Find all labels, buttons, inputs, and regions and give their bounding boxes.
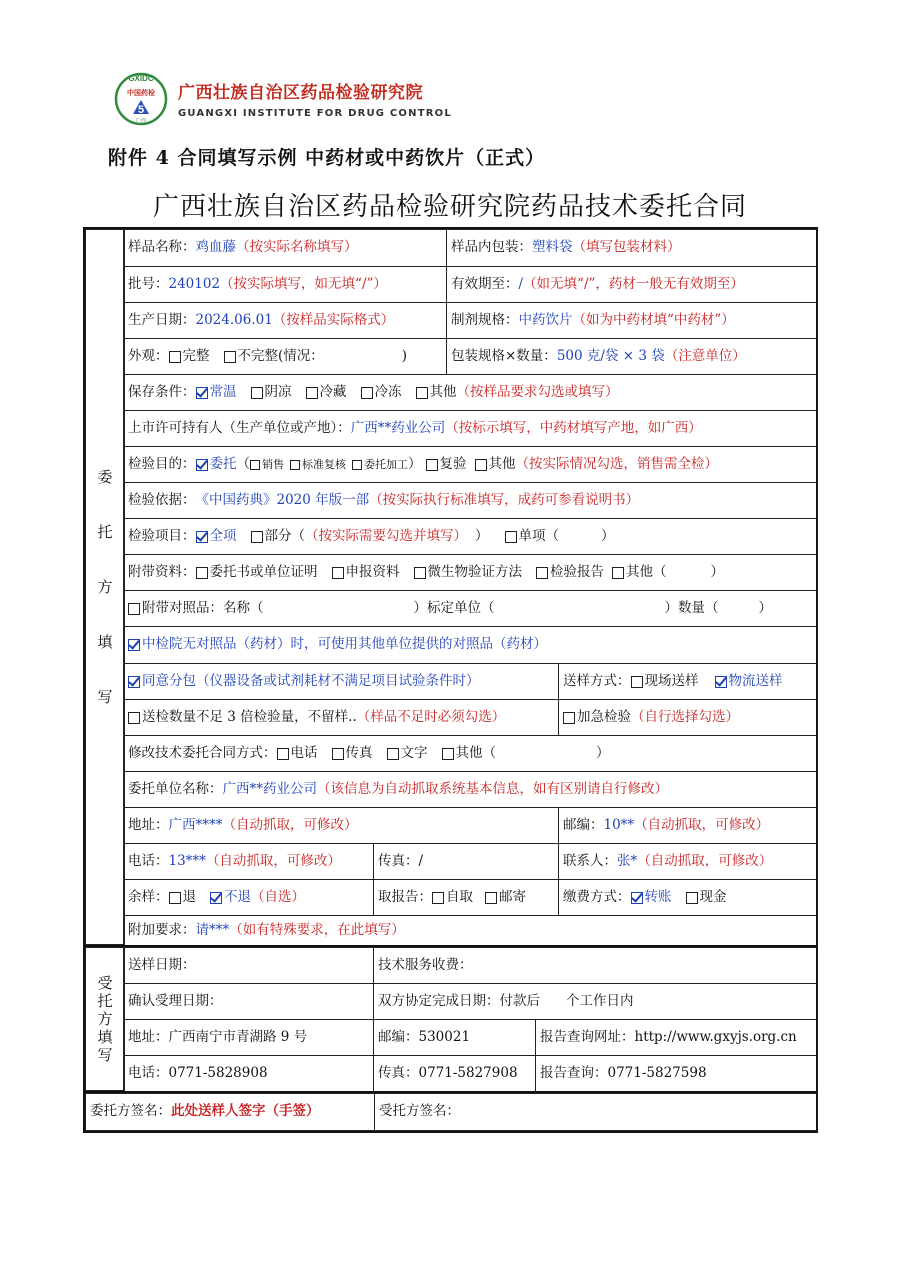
address-note: （自动抓取，可修改） xyxy=(222,816,358,833)
subcontract-checkbox[interactable] xyxy=(128,676,140,688)
receiver-postcode-field xyxy=(373,1019,536,1056)
extra-requirements-field[interactable] xyxy=(123,915,818,946)
insufficient-note: （样品不足时必须勾选） xyxy=(356,708,506,725)
client-side-text xyxy=(97,467,113,706)
receiver-phone: 电话：0771-5828908 xyxy=(128,1064,268,1081)
complete-days-label: 个工作日内 xyxy=(566,992,634,1009)
pack-qty-label: 包装规格×数量： xyxy=(451,347,557,364)
pack-qty-value: 500 克/袋 × 3 袋 xyxy=(556,347,665,364)
purpose-recheck-label: 复验 xyxy=(439,455,467,472)
attach-letter-label: 委托书或单位证明 xyxy=(209,563,318,580)
logo-mid-text: 中国药检 xyxy=(127,89,155,97)
side-label-char: 托 xyxy=(97,522,113,541)
modify-close: ） xyxy=(596,744,610,761)
attach-other-label: 其他（ xyxy=(626,563,667,580)
fax-label: 传真：/ xyxy=(378,852,424,869)
remain-noreturn-checkbox[interactable] xyxy=(210,892,222,904)
report-query-site-field xyxy=(535,1019,818,1056)
expiry-field[interactable] xyxy=(446,266,818,303)
items-label: 检验项目： xyxy=(128,527,196,544)
modify-method-field xyxy=(123,735,818,772)
basis-label: 检验依据： xyxy=(128,491,196,508)
pay-label: 缴费方式： xyxy=(563,888,631,905)
contact-value: 张* xyxy=(617,852,638,869)
institute-name xyxy=(178,78,452,119)
receiver-fax-field xyxy=(373,1055,536,1092)
side-label-char: 委 xyxy=(97,467,113,486)
basis-note: （按实际执行标准填写，成药可参看说明书） xyxy=(369,491,640,508)
pay-transfer-checkbox[interactable] xyxy=(631,892,643,904)
phone-label: 电话： xyxy=(128,852,169,869)
appearance-complete-checkbox[interactable] xyxy=(169,351,181,363)
modify-fax-label: 传真 xyxy=(345,744,373,761)
purpose-oem-checkbox[interactable] xyxy=(352,460,362,470)
items-single-label: 单项（ xyxy=(518,527,559,544)
urgent-note: （自行选择勾选） xyxy=(631,708,739,725)
expiry-label: 有效期至： xyxy=(451,275,519,292)
payment-field xyxy=(558,879,818,916)
urgent-checkbox[interactable] xyxy=(563,712,575,724)
side-label-char: 受 xyxy=(97,973,113,992)
receiver-address-field xyxy=(123,1019,374,1056)
no-reference-checkbox[interactable] xyxy=(128,639,140,651)
modify-fax-checkbox[interactable] xyxy=(332,748,344,760)
phone-field[interactable] xyxy=(123,843,374,880)
pack-qty-field[interactable] xyxy=(446,338,818,375)
spec-note: （如为中药材填“中药材”） xyxy=(572,311,735,328)
reference-qty-label: ）数量（ xyxy=(664,599,719,616)
storage-fridge-label: 冷藏 xyxy=(319,383,347,400)
modify-other-checkbox[interactable] xyxy=(442,748,454,760)
side-label-char: 写 xyxy=(97,687,113,706)
prod-date-value: 2024.06.01 xyxy=(195,311,273,328)
institute-name-cn: 广西壮族自治区药品检验研究院 xyxy=(178,83,423,103)
institute-name-en: GUANGXI INSTITUTE FOR DRUG CONTROL xyxy=(178,108,452,119)
insufficient-checkbox[interactable] xyxy=(128,712,140,724)
modify-text-checkbox[interactable] xyxy=(387,748,399,760)
receiver-side-label xyxy=(85,947,125,1091)
attach-close: ） xyxy=(710,563,724,580)
spec-label: 制剂规格： xyxy=(451,311,519,328)
report-pickup-field xyxy=(373,879,559,916)
reference-close: ） xyxy=(758,599,772,616)
sample-name-note: （按实际名称填写） xyxy=(236,239,358,256)
attach-report-label: 检验报告 xyxy=(550,563,604,580)
storage-label: 保存条件： xyxy=(128,383,196,400)
holder-field[interactable] xyxy=(123,410,818,447)
inner-pack-value: 塑料袋 xyxy=(532,239,573,256)
no-reference-field xyxy=(123,626,818,664)
purpose-review-label: 标准复核 xyxy=(302,458,346,471)
spec-value: 中药饮片 xyxy=(518,311,573,328)
spec-field[interactable] xyxy=(446,302,818,339)
service-fee-field[interactable] xyxy=(373,947,818,984)
purpose-other-checkbox[interactable] xyxy=(475,459,487,471)
report-label: 取报告： xyxy=(378,888,432,905)
purpose-sale-label: 销售 xyxy=(262,458,284,471)
storage-other-label: 其他 xyxy=(429,383,457,400)
purpose-entrust-label: 委托 xyxy=(209,455,237,472)
remain-note: （自选） xyxy=(251,888,305,905)
test-items-field xyxy=(123,518,818,555)
delivery-logistics-label: 物流送样 xyxy=(728,672,783,689)
batch-note: （按实际填写，如无填“/”） xyxy=(220,275,387,292)
modify-other-label: 其他（ xyxy=(455,744,496,761)
company-field[interactable] xyxy=(123,771,818,808)
phone-note: （自动抓取，可修改） xyxy=(205,852,341,869)
contact-label: 联系人： xyxy=(563,852,617,869)
pack-qty-note: （注意单位） xyxy=(664,347,746,364)
receiver-fax: 传真：0771-5827908 xyxy=(378,1064,518,1081)
purpose-entrust-checkbox[interactable] xyxy=(196,459,208,471)
batch-field[interactable] xyxy=(123,266,447,303)
fax-field[interactable] xyxy=(373,843,559,880)
send-date-field[interactable] xyxy=(123,947,374,984)
page-title: 广西壮族自治区药品检验研究院药品技术委托合同 xyxy=(152,192,747,222)
postcode-label: 邮编： xyxy=(563,816,604,833)
reference-checkbox[interactable] xyxy=(128,603,140,615)
purpose-sub-close: ） xyxy=(408,455,422,472)
extra-value: 请*** xyxy=(195,921,230,938)
report-mail-label: 邮寄 xyxy=(499,888,526,905)
remain-return-label: 退 xyxy=(182,888,196,905)
expiry-value: / xyxy=(518,275,524,292)
receiver-phone-field xyxy=(123,1055,374,1092)
storage-other-checkbox[interactable] xyxy=(416,387,428,399)
client-signature-field[interactable] xyxy=(85,1093,375,1131)
client-side-label xyxy=(85,229,125,945)
holder-value: 广西**药业公司 xyxy=(350,419,446,436)
phone-value: 13*** xyxy=(168,852,206,869)
appearance-field xyxy=(123,338,447,375)
side-label-char: 托 xyxy=(97,991,113,1010)
storage-note: （按样品要求勾选或填写） xyxy=(456,383,619,400)
storage-fridge-checkbox[interactable] xyxy=(306,387,318,399)
appearance-incomplete-label: 不完整(情况： xyxy=(237,347,324,364)
address-value: 广西**** xyxy=(168,816,223,833)
storage-frozen-label: 冷冻 xyxy=(374,383,402,400)
attach-report-checkbox[interactable] xyxy=(536,567,548,579)
purpose-sale-checkbox[interactable] xyxy=(250,460,260,470)
appearance-close: ) xyxy=(401,347,408,364)
company-value: 广西**药业公司 xyxy=(222,780,317,797)
modify-phone-checkbox[interactable] xyxy=(277,748,289,760)
reference-name-label: 附带对照品：名称（ xyxy=(142,599,264,616)
items-partial-close: ） xyxy=(475,527,489,544)
attachments-field xyxy=(123,554,818,591)
prod-date-field[interactable] xyxy=(123,302,447,339)
complete-date-label: 双方协定完成日期：付款后 xyxy=(378,992,540,1009)
pay-cash-label: 现金 xyxy=(699,888,727,905)
attach-letter-checkbox[interactable] xyxy=(196,567,208,579)
urgent-label: 加急检验 xyxy=(577,708,631,725)
report-query-phone: 报告查询：0771-5827598 xyxy=(540,1064,707,1081)
inner-pack-field[interactable] xyxy=(446,229,818,267)
contact-note: （自动抓取，可修改） xyxy=(637,852,773,869)
purpose-note: （按实际情况勾选，销售需全检） xyxy=(515,455,718,472)
report-self-checkbox[interactable] xyxy=(432,892,444,904)
modify-text-label: 文字 xyxy=(400,744,428,761)
postcode-field[interactable] xyxy=(558,807,818,844)
storage-cool-label: 阴凉 xyxy=(264,383,292,400)
purpose-oem-label: 委托加工 xyxy=(364,458,408,471)
modify-phone-label: 电话 xyxy=(290,744,318,761)
receiver-side-text xyxy=(97,973,113,1064)
contract-form xyxy=(83,227,818,1133)
remaining-sample-field xyxy=(123,879,374,916)
basis-field[interactable] xyxy=(123,482,818,519)
side-label-char: 方 xyxy=(97,1009,113,1028)
attach-other-checkbox[interactable] xyxy=(612,567,624,579)
logo-bottom-text: 广西 xyxy=(135,118,147,124)
inner-pack-note: （填写包装材料） xyxy=(572,239,681,256)
purpose-label: 检验目的： xyxy=(128,455,196,472)
postcode-note: （自动抓取，可修改） xyxy=(634,816,770,833)
appearance-complete-label: 完整 xyxy=(182,347,210,364)
insufficient-field xyxy=(123,699,559,736)
reference-field xyxy=(123,590,818,627)
attach-micro-checkbox[interactable] xyxy=(414,567,426,579)
address-field[interactable] xyxy=(123,807,559,844)
appendix-heading: 附件 4 合同填写示例 中药材或中药饮片（正式） xyxy=(108,147,546,169)
report-query-site[interactable]: 报告查询网址：http://www.gxyjs.org.cn xyxy=(540,1028,797,1045)
service-fee-label: 技术服务收费： xyxy=(378,956,473,973)
items-single-close: ） xyxy=(601,527,615,544)
items-partial-checkbox[interactable] xyxy=(251,531,263,543)
reference-unit-label: ）标定单位（ xyxy=(413,599,495,616)
urgent-field xyxy=(558,699,818,736)
items-full-checkbox[interactable] xyxy=(196,531,208,543)
holder-note: （按标示填写，中药材填写产地，如广西） xyxy=(445,419,702,436)
attach-declare-checkbox[interactable] xyxy=(332,567,344,579)
storage-cool-checkbox[interactable] xyxy=(251,387,263,399)
purpose-sub-open: （ xyxy=(236,455,250,472)
side-label-char: 填 xyxy=(97,632,113,651)
side-label-char: 写 xyxy=(97,1045,113,1064)
postcode-value: 10** xyxy=(603,816,635,833)
contact-field[interactable] xyxy=(558,843,818,880)
sample-name-field[interactable] xyxy=(123,229,447,267)
storage-field xyxy=(123,374,818,411)
report-self-label: 自取 xyxy=(446,888,473,905)
inner-pack-label: 样品内包装： xyxy=(451,239,532,256)
accept-date-field[interactable] xyxy=(123,983,374,1020)
items-partial-note: （按实际需要勾选并填写） xyxy=(305,527,467,544)
delivery-onsite-label: 现场送样 xyxy=(644,672,699,689)
client-signature-label: 委托方签名： xyxy=(90,1103,171,1120)
pay-cash-checkbox[interactable] xyxy=(686,892,698,904)
delivery-logistics-checkbox[interactable] xyxy=(715,676,727,688)
report-mail-checkbox[interactable] xyxy=(485,892,497,904)
sample-name-value: 鸡血藤 xyxy=(195,239,236,256)
remain-noreturn-label: 不退 xyxy=(224,888,251,905)
address-label: 地址： xyxy=(128,816,169,833)
batch-label: 批号： xyxy=(128,275,169,292)
report-query-phone-field xyxy=(535,1055,818,1092)
storage-normal-label: 常温 xyxy=(209,383,237,400)
extra-label: 附加要求： xyxy=(128,921,196,938)
send-date-label: 送样日期： xyxy=(128,956,196,973)
side-label-char: 填 xyxy=(97,1027,113,1046)
storage-frozen-checkbox[interactable] xyxy=(361,387,373,399)
insufficient-label: 送检数量不足 3 倍检验量，不留样.. xyxy=(142,708,357,725)
attach-label: 附带资料： xyxy=(128,563,196,580)
attach-micro-label: 微生物验证方法 xyxy=(427,563,522,580)
prod-date-label: 生产日期： xyxy=(128,311,196,328)
pay-transfer-label: 转账 xyxy=(644,888,672,905)
side-label-char: 方 xyxy=(97,577,113,596)
prod-date-note: （按样品实际格式） xyxy=(272,311,395,328)
no-reference-label: 中检院无对照品（药材）时，可使用其他单位提供的对照品（药材） xyxy=(142,636,547,653)
batch-value: 240102 xyxy=(168,275,221,292)
storage-normal-checkbox[interactable] xyxy=(196,387,208,399)
logo-top-text: GXIDC xyxy=(128,74,154,83)
holder-label: 上市许可持有人（生产单位或产地）： xyxy=(128,419,351,436)
sample-name-label: 样品名称： xyxy=(128,239,196,256)
attach-declare-label: 申报资料 xyxy=(345,563,400,580)
expiry-note: （如无填“/”，药材一般无有效期至） xyxy=(523,275,744,292)
receiver-signature-field[interactable] xyxy=(374,1093,818,1131)
items-partial-label: 部分（ xyxy=(264,527,305,544)
purpose-field xyxy=(123,446,818,483)
purpose-review-checkbox[interactable] xyxy=(290,460,300,470)
purpose-other-label: 其他 xyxy=(488,455,516,472)
items-full-label: 全项 xyxy=(209,527,237,544)
company-note: （该信息为自动抓取系统基本信息，如有区别请自行修改） xyxy=(317,780,668,797)
items-single-checkbox[interactable] xyxy=(505,531,517,543)
remain-label: 余样： xyxy=(128,888,169,905)
purpose-recheck-checkbox[interactable] xyxy=(426,459,438,471)
appearance-label: 外观： xyxy=(128,347,169,364)
delivery-field xyxy=(558,663,818,700)
extra-note: （如有特殊要求，在此填写） xyxy=(229,921,405,938)
subcontract-label: 同意分包（仪器设备或试剂耗材不满足项目试验条件时） xyxy=(142,672,480,689)
remain-return-checkbox[interactable] xyxy=(169,892,181,904)
delivery-label: 送样方式： xyxy=(563,672,631,689)
receiver-signature-label: 受托方签名： xyxy=(379,1103,460,1120)
client-signature-note: 此处送样人签字（手签） xyxy=(171,1103,320,1120)
company-label: 委托单位名称： xyxy=(128,780,223,797)
accept-date-label: 确认受理日期： xyxy=(128,992,223,1009)
svg-text:5: 5 xyxy=(137,104,145,116)
receiver-postcode: 邮编：530021 xyxy=(378,1028,471,1045)
appearance-incomplete-checkbox[interactable] xyxy=(224,351,236,363)
basis-value: 《中国药典》2020 年版一部 xyxy=(195,491,370,508)
complete-date-field[interactable] xyxy=(373,983,818,1020)
subcontract-field xyxy=(123,663,559,700)
modify-label: 修改技术委托合同方式： xyxy=(128,744,277,761)
institute-logo xyxy=(113,70,169,126)
receiver-address: 地址：广西南宁市青湖路 9 号 xyxy=(128,1028,308,1045)
delivery-onsite-checkbox[interactable] xyxy=(631,676,643,688)
